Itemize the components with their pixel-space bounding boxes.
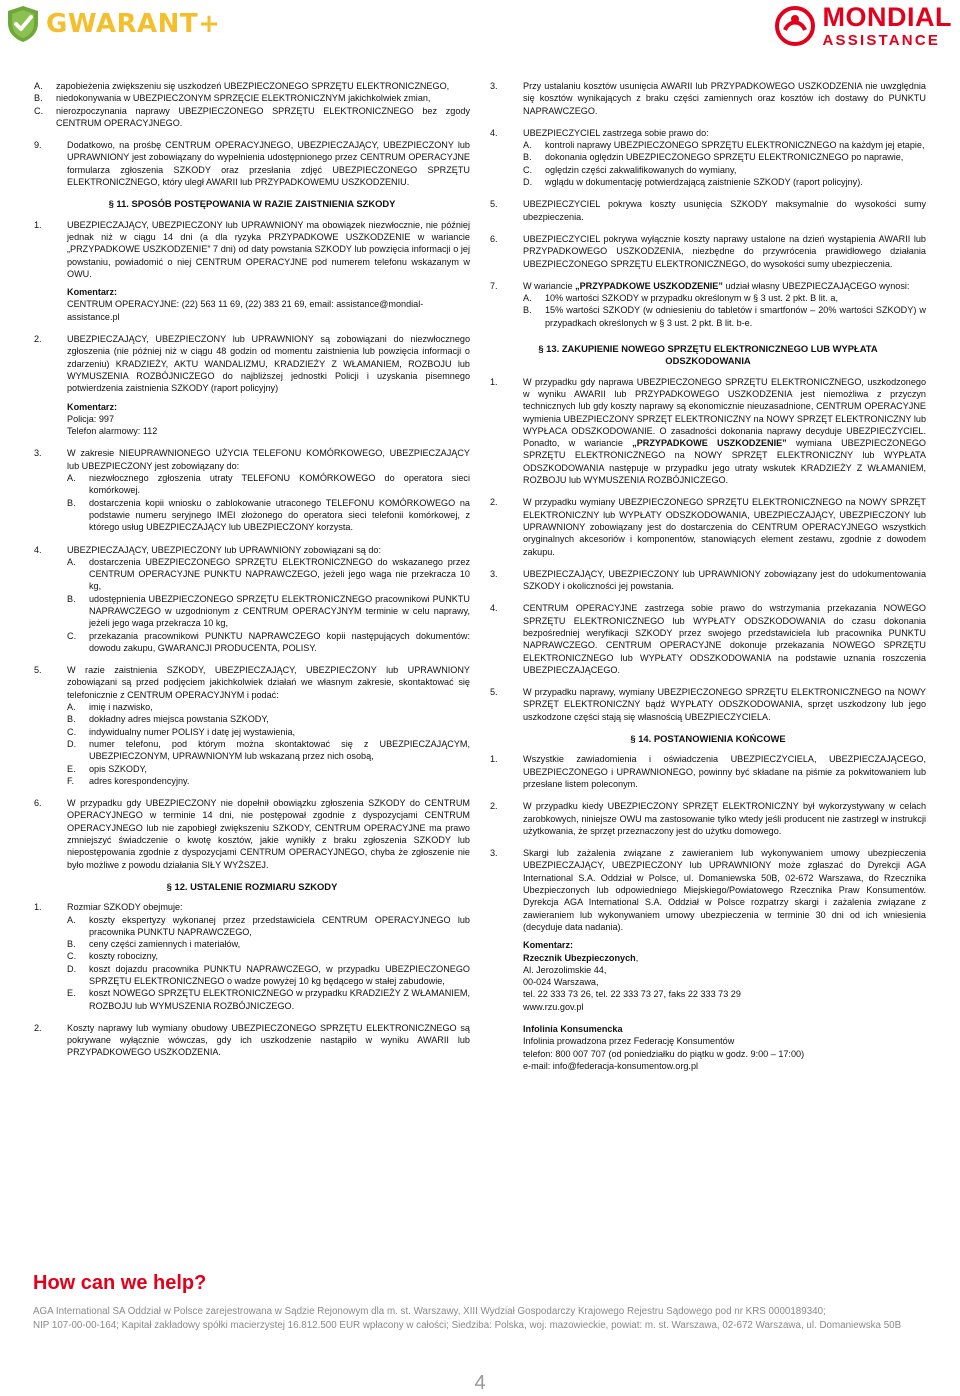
lettered-list — [34, 556, 470, 654]
help-heading: How can we help? — [33, 1272, 207, 1294]
rzecznik-address — [490, 964, 926, 1013]
list-item-letter: A. — [67, 556, 76, 567]
paragraph-11-3: 3. W zakresie NIEUPRAWNIONEGO UŻYCIA TELEFONU KOMÓRKOWEGO, UBEZPIECZAJĄCY lub UBEZPIECZONY jest zobowiązany do: — [34, 448, 470, 471]
list-item-text: udostępnienia UBEZPIECZONEGO SPRZĘTU ELEKTRONICZNEGO pracownikowi PUNKTU NAPRAWCZEGO w uzgodnionym z CENTRUM OPERACYJNYM terminie w celu naprawy, jeżeli jego waga przekracza 10 kg, — [89, 593, 470, 629]
list-item-letter: D. — [67, 963, 77, 974]
paragraph-13-5: 5. W przypadku naprawy, wymiany UBEZPIECZONEGO SPRZĘTU ELEKTRONICZNEGO na NOWY SPRZĘT ELEKTRONICZNY bądź WYPŁATY ODSZKODOWANIA, sprzęt uszkodzony lub jego uszkodzone części stają się własnością UBEZPIECZYCIELA. — [490, 687, 926, 722]
list-item-text: 10% wartości SZKODY w przypadku określonym w § 3 ust. 2 pkt. B lit. a, — [545, 293, 838, 304]
list-item-letter: E. — [67, 988, 76, 999]
list-item-text: koszty robocizny, — [89, 951, 159, 962]
list-item — [67, 630, 470, 655]
text-line: telefon: 800 007 707 (od poniedziałku do piątku w godz. 9:00 – 17:00) — [523, 1048, 805, 1059]
list-item-text: opis SZKODY, — [89, 763, 147, 774]
list-item-letter: A. — [67, 914, 76, 925]
list-item-letter: F. — [67, 775, 75, 786]
list-item-letter: B. — [67, 714, 76, 725]
assistance-logo-text: ASSISTANCE — [822, 32, 941, 49]
list-item — [34, 92, 470, 104]
list-item-letter: D. — [523, 177, 533, 188]
list-item-text: ceny części zamiennych i materiałów, — [89, 939, 241, 950]
list-item — [67, 713, 470, 725]
list-item-letter: E. — [67, 763, 76, 774]
list-item — [523, 292, 926, 304]
list-item-text: dokonania oględzin UBEZPIECZONEGO SPRZĘTU ELEKTRONICZNEGO po naprawie, — [545, 152, 904, 163]
list-item-text: niezwłocznego zgłoszenia utraty TELEFONU KOMÓRKOWEGO do operatora sieci komórkowej. — [89, 473, 470, 496]
paragraph-11-6: 6. W przypadku gdy UBEZPIECZONY nie dopełnił obowiązku zgłoszenia SZKODY do CENTRUM OPERACYJNEGO w terminie 14 dni, nie postępował zgodnie z dyspozycjami CENTRUM OPERACYJNEGO lub nie zapobiegł zwiększeniu SZKODY, CENTRUM OPERACYJNE ma prawo zmniejszyć świadczenie o kwotę kosztów, jakie wynikły z braku zgłoszenia SZKODY lub niepostępowania zgodnie z dyspozycjami CENTRUM OPERACYJNEGO, chyba że zgłoszenie nie było możliwe z powodu działania SIŁY WYŻSZEJ. — [34, 798, 470, 870]
paragraph-14-3: 3. Skargi lub zażalenia związane z zawieraniem lub wykonywaniem umowy ubezpieczenia UBEZPIECZAJĄCY, UBEZPIECZONY lub UPRAWNIONY może zgłaszać do Dyrekcji AGA International S.A. Oddział w Polsce, ul. Domaniewska 50B, 02-672 Warszawa, do Rzecznika Ubezpieczonych lub odpowiedniego Miejskiego/Powiatowego Rzecznika Praw Konsumentów. Dyrekcja AGA International S.A. Oddział w Polsce rozpatrzy skargi i zażalenia związane z zawieraniem lub wykonywaniem umowy ubezpieczenia w terminie 30 dni od ich wniesienia (decyduje data nadania). — [490, 848, 926, 932]
infolinia-heading: Infolinia Konsumencka — [523, 1024, 623, 1034]
infolinia-details — [490, 1035, 926, 1072]
list-item — [67, 763, 470, 775]
list-item-text: indywidualny numer POLISY i datę jej wystawienia, — [89, 726, 296, 737]
list-item — [67, 963, 470, 988]
comment-text: Telefon alarmowy: 112 — [67, 426, 158, 437]
lettered-list — [34, 701, 470, 787]
list-item-letter: B. — [67, 939, 76, 950]
paragraph-14-1: 1. Wszystkie zawiadomienia i oświadczenia UBEZPIECZYCIELA, UBEZPIECZAJĄCEGO, UBEZPIECZONEGO i UPRAWNIONEGO, powinny być składane na piśmie za pokwitowaniem lub przesłane listem poleconym. — [490, 754, 926, 789]
comment-label: Komentarz: — [67, 401, 118, 412]
text-line: Infolinia prowadzona przez Federację Konsumentów — [523, 1036, 735, 1047]
list-item — [67, 472, 470, 497]
section-14-heading: § 14. POSTANOWIENIA KOŃCOWE — [630, 733, 786, 745]
mondial-emblem-icon — [775, 6, 815, 46]
list-item-letter: A. — [34, 81, 43, 91]
list-item-letter: B. — [34, 93, 43, 104]
paragraph-13-1: 1. W przypadku gdy naprawa UBEZPIECZONEGO SPRZĘTU ELEKTRONICZNEGO, uszkodzonego w wyniku AWARII lub PRZYPADKOWEGO USZKODZENIA jest niemożliwa z przyczyn technicznych lub gdy koszty naprawy są ekonomicznie nieuzasadnione, CENTRUM OPERACYJNE wymienia UBEZPIECZONY SPRZĘT ELEKTRONICZNY na NOWY SPRZĘT ELEKTRONICZNY lub WYPŁACA ODSZKODOWANIE. O zasadności dokonania naprawy decyduje UBEZPIECZYCIEL. Ponadto, w wariancie „PRZYPADKOWE USZKODZENIE” wymiana UBEZPIECZONEGO SPRZĘTU ELEKTRONICZNEGO na NOWY SPRZĘT ELEKTRONICZNY lub WYPŁATA ODSZKODOWANIA następuje w przypadku jego utraty wskutek KRADZIEŻY Z WŁAMANIEM, ROZBOJU lub WYMUSZENIA ROZBÓJNICZEGO. — [490, 376, 926, 486]
list-item — [34, 80, 470, 92]
comment-label: Komentarz: — [67, 287, 118, 298]
list-item-text: koszt NOWEGO SPRZĘTU ELEKTRONICZNEGO w przypadku KRADZIEŻY Z WŁAMANIEM, ROZBOJU lub WYMUSZENIA ROZBÓJNICZEGO. — [89, 988, 470, 1011]
list-item-letter: A. — [67, 702, 76, 713]
gwarant-logo — [6, 4, 220, 44]
list-item-text: koszty ekspertyzy wykonanej przez przedstawiciela CENTRUM OPERACYJNEGO lub pracownika PUNKTU NAPRAWCZEGO, — [89, 914, 470, 937]
mondial-logo — [775, 4, 952, 48]
list-item-text: zapobieżenia zwiększeniu się uszkodzeń UBEZPIECZONEGO SPRZĘTU ELEKTRONICZNEGO, — [56, 81, 450, 91]
footer-legal-line-2: NIP 107-00-00-164; Kapitał zakładowy spółki macierzystej 16.812.500 EUR wpłacony w całości; Siedziba: Polska, woj. mazowieckie, powiat: m. st. Warszawa, 02-672 Warszawa, ul. Domaniewska 50B — [33, 1320, 902, 1331]
left-column — [34, 80, 470, 1059]
text-line: Al. Jerozolimskie 44, — [523, 964, 607, 975]
paragraph-11-4: 4. UBEZPIECZAJĄCY, UBEZPIECZONY lub UPRAWNIONY zobowiązani są do: — [34, 544, 382, 555]
list-item-text: wglądu w dokumentację potwierdzającą zaistnienie SZKODY (raport policyjny). — [545, 177, 863, 188]
paragraph-11-2: 2. UBEZPIECZAJĄCY, UBEZPIECZONY lub UPRAWNIONY są zobowiązani do niezwłocznego zgłoszenia (nie później niż w ciągu 48 godzin od momentu zaistnienia lub powzięcia informacji o zdarzeniu) KRADZIEŻY, AKTU WANDALIZMU, KRADZIEŻY Z WŁAMANIEM, ROZBOJU lub WYMUSZENIA ROZBÓJNICZEGO do najbliższej jednostki Policji i uzyskania pisemnego potwierdzenia zaistnienia SZKODY (raport policyjny) — [34, 334, 470, 394]
list-item-letter: C. — [67, 951, 77, 962]
lettered-list — [490, 139, 926, 188]
list-item-letter: C. — [523, 164, 533, 175]
list-item-text: dostarczenia UBEZPIECZONEGO SPRZĘTU ELEKTRONICZNEGO do wskazanego przez CENTRUM OPERACYJNE PUNKTU NAPRAWCZEGO, jeżeli jego waga nie przekracza 10 kg, — [89, 556, 470, 592]
paragraph-12-7: 7. W wariancie „PRZYPADKOWE USZKODZENIE” udział własny UBEZPIECZAJĄCEGO wynosi: — [490, 280, 910, 291]
paragraph-12-4: 4. UBEZPIECZYCIEL zastrzega sobie prawo do: — [490, 127, 709, 138]
paragraph-12-5: 5. UBEZPIECZYCIEL pokrywa koszty usunięcia SZKODY maksymalnie do wysokości sumy ubezpieczenia. — [490, 199, 926, 222]
paragraph-14-2: 2. W przypadku kiedy UBEZPIECZONY SPRZĘT ELEKTRONICZNY był wykorzystywany w celach zarobkowych, niniejsze OWU ma zastosowanie tylko wtedy jeśli producent nie zastrzegł w instrukcji użytkowania, że sprzęt przeznaczony jest do użytku domowego. — [490, 801, 926, 836]
list-item-text: kontroli naprawy UBEZPIECZONEGO SPRZĘTU ELEKTRONICZNEGO na każdym jej etapie, — [545, 140, 925, 151]
list-item — [67, 775, 470, 787]
list-item-letter: B. — [523, 305, 532, 316]
text-line: e-mail: info@federacja-konsumentow.org.pl — [523, 1060, 699, 1071]
text-line: tel. 22 333 73 26, tel. 22 333 73 27, faks 22 333 73 29 — [523, 989, 741, 1000]
list-item — [67, 950, 470, 962]
list-item — [67, 987, 470, 1012]
list-item-text: dokładny adres miejsca powstania SZKODY, — [89, 714, 269, 725]
list-item-text: dostarczenia kopii wniosku o zablokowanie utraconego TELEFONU KOMÓRKOWEGO na podstawie numeru seryjnego IMEI złożonego do operatora sieci telefonii komórkowej, z którego usług UBEZPIECZAJĄCY lub UBEZPIECZONY korzysta. — [89, 497, 470, 533]
list-item-text: koszt dojazdu pracownika PUNKTU NAPRAWCZEGO, w przypadku UBEZPIECZONEGO SPRZĘTU ELEKTRONICZNEGO o wadze powyżej 10 kg będącego w stałej zabudowie, — [89, 963, 470, 986]
list-item — [67, 701, 470, 713]
list-item-text: przekazania pracownikowi PUNKTU NAPRAWCZEGO kopii następujących dokumentów: dowodu zakupu, GWARANCJI PRODUCENTA, POLISY. — [89, 630, 470, 653]
text-line: 00-024 Warszawa, — [523, 977, 599, 988]
list-item-letter: A. — [523, 293, 532, 304]
list-item — [523, 304, 926, 329]
list-item-letter: A. — [67, 473, 76, 484]
lettered-list — [34, 914, 470, 1012]
list-item-text: nierozpoczynania naprawy UBEZPIECZONEGO SPRZĘTU ELEKTRONICZNEGO bez zgody CENTRUM OPERACYJNEGO. — [56, 105, 470, 128]
list-item-text: 15% wartości SZKODY (w odniesieniu do tabletów i smartfonów – 20% wartości SZKODY) w przypadkach określonych w § 3 ust. 2 pkt. B lit. b-e. — [545, 305, 926, 328]
section-11-heading: § 11. SPOSÓB POSTĘPOWANIA W RAZIE ZAISTNIENIA SZKODY — [108, 198, 396, 210]
list-item — [67, 556, 470, 593]
list-item-text: oględzin części zakwalifikowanych do wymiany, — [545, 164, 737, 175]
list-item — [67, 738, 470, 763]
list-item-letter: D. — [67, 738, 77, 749]
list-item-letter: B. — [523, 152, 532, 163]
paragraph-12-6: 6. UBEZPIECZYCIEL pokrywa wyłącznie koszty naprawy ustalone na dzień wystąpienia AWARII lub PRZYPADKOWEGO USZKODZENIA, niezbędne do przywrócenia prawidłowego działania UBEZPIECZONEGO SPRZĘTU ELEKTRONICZNEGO, do wysokości sumy ubezpieczenia. — [490, 233, 926, 269]
right-column — [490, 80, 926, 1072]
list-item-letter: A. — [523, 140, 532, 151]
comment-text: CENTRUM OPERACYJNE: (22) 563 11 69, (22) 383 21 69, email: assistance@mondial-assistance.pl — [67, 299, 424, 322]
list-item — [67, 938, 470, 950]
paragraph-12-3: 3. Przy ustalaniu kosztów usunięcia AWARII lub PRZYPADKOWEGO USZKODZENIA nie uwzględnia się kosztów wynikających z braku części zamiennych oraz kosztów ich dostawy do PUNKTU NAPRAWCZEGO. — [490, 81, 926, 116]
page-header — [0, 0, 960, 60]
text-line: www.rzu.gov.pl — [523, 1001, 584, 1012]
list-item — [523, 164, 926, 176]
list-item — [34, 105, 470, 130]
list-item-letter: B. — [67, 593, 76, 604]
list-item — [67, 497, 470, 534]
paragraph-11-1: 1. UBEZPIECZAJĄCY, UBEZPIECZONY lub UPRAWNIONY ma obowiązek niezwłocznie, nie później jednak niż w ciągu 14 dni (a dla ryzyka PRZYPADKOWE USZKODZENIE w wariancie „PRZYPADKOWE USZKODZENIE” 7 dni) od daty powstania SZKODY lub powzięcia informacji o jej powstaniu, powiadomić o niej CENTRUM OPERACYJNE pod numerem telefonu wskazanym w OWU. — [34, 219, 470, 279]
list-item — [67, 914, 470, 939]
list-item — [67, 726, 470, 738]
list-item-text: imię i nazwisko, — [89, 702, 153, 713]
comment-text: Policja: 997 — [67, 413, 115, 424]
paragraph-12-2: 2. Koszty naprawy lub wymiany obudowy UBEZPIECZONEGO SPRZĘTU ELEKTRONICZNEGO są pokrywane wyłącznie wówczas, gdy ich uszkodzenie nastąpiło w wyniku AWARII lub PRZYPADKOWEGO USZKODZENIA. — [34, 1022, 470, 1058]
footer-legal-line-1: AGA International SA Oddział w Polsce zarejestrowana w Sądzie Rejonowym dla m. st. Warszawy, XIII Wydział Gospodarczy Krajowego Rejestru Sądowego pod nr KRS 0000189340; — [33, 1306, 826, 1317]
list-item — [67, 593, 470, 630]
list-item — [523, 139, 926, 151]
paragraph-13-4: 4. CENTRUM OPERACYJNE zastrzega sobie prawo do wstrzymania przekazania NOWEGO SPRZĘTU ELEKTRONICZNEGO lub WYPŁATY ODSZKODOWANIA do czasu dokonania bezpośredniej weryfikacji SZKODY przez swojego przedstawiciela lub pracownika PUNKTU NAPRAWCZEGO. CENTRUM OPERACYJNE dokonuje przekazania NOWEGO SPRZĘTU ELEKTRONICZNEGO lub WYPŁATY ODSZKODOWANIA na podstawie uznania roszczenia UBEZPIECZAJĄCEGO. — [490, 603, 926, 675]
list-item — [523, 151, 926, 163]
lettered-list — [34, 80, 470, 129]
paragraph-9: 9. Dodatkowo, na prośbę CENTRUM OPERACYJNEGO, UBEZPIECZAJĄCY, UBEZPIECZONY lub UPRAWNIONY jest zobowiązany do wypełnienia udostępnionego przez CENTRUM OPERACYJNE formularza zgłoszenia SZKODY oraz przesłania zdjęć UBEZPIECZONEGO SPRZĘTU ELEKTRONICZNEGO, który uległ AWARII lub PRZYPADKOWEMU USZKODZENIU. — [34, 140, 470, 188]
list-item-letter: B. — [67, 497, 76, 508]
section-12-heading: § 12. USTALENIE ROZMIARU SZKODY — [166, 880, 338, 892]
page-number: 4 — [474, 1372, 486, 1394]
gwarant-logo-text: GWARANT+ — [46, 9, 221, 39]
paragraph-13-2: 2. W przypadku wymiany UBEZPIECZONEGO SPRZĘTU ELEKTRONICZNEGO na NOWY SPRZĘT ELEKTRONICZNY lub WYPŁATY ODSZKODOWANIA, UBEZPIECZAJĄCY, UBEZPIECZONY lub UPRAWNIONY zobowiązany jest do dostarczenia do CENTRUM OPERACYJNEGO wszystkich oryginalnych akcesoriów i komponentów, stanowiących element zestawu, zgodnie z dowodem zakupu. — [490, 497, 926, 557]
list-item-text: niedokonywania w UBEZPIECZONYM SPRZĘCIE ELEKTRONICZNYM jakichkolwiek zmian, — [56, 93, 431, 104]
lettered-list — [490, 292, 926, 329]
shield-icon — [6, 5, 40, 43]
list-item-letter: C. — [67, 630, 77, 641]
paragraph-11-5: 5. W razie zaistnienia SZKODY, UBEZPIECZAJĄCY, UBEZPIECZONY lub UPRAWNIONY zobowiązani są przed podjęciem jakichkolwiek działań we własnym zakresie, skontaktować się telefonicznie z CENTRUM OPERACYJNYM i podać: — [34, 665, 470, 700]
list-item-letter: C. — [67, 726, 77, 737]
section-13-heading: § 13. ZAKUPIENIE NOWEGO SPRZĘTU ELEKTRONICZNEGO LUB WYPŁATA ODSZKODOWANIA — [538, 343, 878, 367]
comment-label: Komentarz: — [523, 940, 574, 951]
lettered-list — [34, 472, 470, 533]
paragraph-12-1: 1. Rozmiar SZKODY obejmuje: — [34, 902, 183, 913]
mondial-logo-text: MONDIAL — [822, 2, 952, 32]
rzecznik-name: Rzecznik Ubezpieczonych, — [523, 952, 639, 963]
list-item-letter: C. — [34, 105, 44, 116]
paragraph-13-3: 3. UBEZPIECZAJĄCY, UBEZPIECZONY lub UPRAWNIONY zobowiązany jest do udokumentowania SZKODY i okoliczności jej powstania. — [490, 568, 926, 592]
list-item-text: numer telefonu, pod którym można skontaktować się z UBEZPIECZAJĄCYM, UBEZPIECZONYM, UPRAWNIONYM lub wskazaną przez nich osobą, — [89, 738, 470, 762]
list-item — [523, 176, 926, 188]
list-item-text: adres korespondencyjny. — [89, 775, 190, 786]
